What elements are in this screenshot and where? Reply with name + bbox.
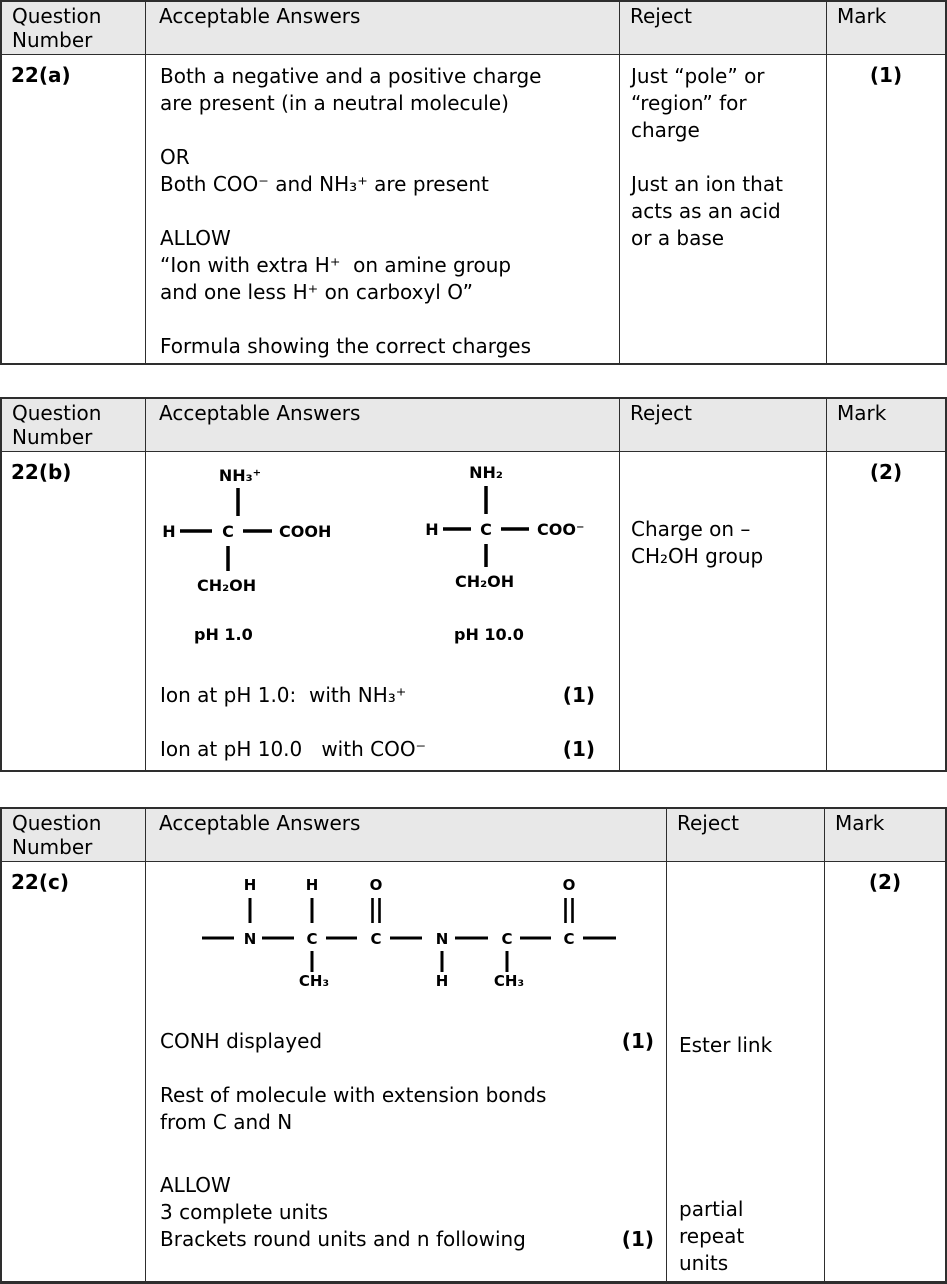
marking-point-text: Ion at pH 1.0: with NH₃⁺ [160, 683, 407, 707]
mark-point-value: (1) [621, 1029, 654, 1053]
answer-line: Both a negative and a positive charge [160, 64, 542, 88]
atom-nh3-plus: NH₃⁺ [218, 466, 262, 485]
mark-point-value: (1) [621, 1227, 654, 1251]
acceptable-answers-header: Acceptable Answers [146, 809, 667, 861]
acceptable-answers-22a [146, 55, 620, 363]
answer-line: Rest of molecule with extension bonds [160, 1083, 547, 1107]
reject-line: Just an ion that [631, 172, 783, 196]
reject-22c [667, 862, 825, 1281]
mark-scheme-table-22c [0, 807, 947, 1284]
atom-c: C [480, 520, 492, 539]
atom-c: C [222, 522, 234, 541]
marking-point-text: Brackets round units and n following [160, 1227, 526, 1251]
atom-h: H [243, 876, 257, 894]
answer-line: ALLOW [160, 226, 231, 250]
atom-n: N [243, 930, 257, 948]
answer-line: are present (in a neutral molecule) [160, 91, 509, 115]
atom-c: C [306, 930, 318, 948]
mark-header: Mark [835, 811, 885, 835]
mark-scheme-table-22a [0, 0, 947, 365]
answer-line: Formula showing the correct charges [160, 334, 531, 358]
answer-line: and one less H⁺ on carboxyl O” [160, 280, 473, 304]
marking-point-row [160, 682, 607, 709]
mark-22c: (2) [868, 870, 902, 894]
group-ch2oh: CH₂OH [197, 576, 257, 595]
group-cooh: COOH [279, 522, 332, 541]
acceptable-answers-header: Acceptable Answers [146, 399, 620, 451]
blank-line [160, 1055, 654, 1082]
atom-h: H [425, 520, 439, 539]
group-ch3: CH₃ [298, 972, 330, 990]
answer-line: OR [160, 145, 190, 169]
blank-line [160, 709, 607, 736]
reject-line: charge [631, 118, 700, 142]
reject-line [631, 144, 818, 171]
atom-c: C [501, 930, 513, 948]
amino-acid-structure-ph1 [160, 460, 332, 650]
table-body-row [2, 452, 945, 770]
acceptable-answers-header: Acceptable Answers [146, 2, 620, 54]
acceptable-answers-22c [146, 862, 667, 1281]
atom-h: H [305, 876, 319, 894]
marking-point-row [160, 1226, 654, 1253]
mark-scheme-table-22b [0, 397, 947, 772]
reject-line: CH₂OH group [631, 544, 764, 568]
reject-22a [620, 55, 827, 363]
question-number-header: Question Number [2, 2, 146, 54]
reject-22b [620, 452, 827, 770]
mark-header: Mark [837, 401, 887, 425]
reject-line: or a base [631, 226, 725, 250]
polypeptide-structure [200, 874, 620, 992]
group-coo-minus: COO⁻ [537, 520, 585, 539]
atom-n: N [435, 930, 449, 948]
question-number-22c: 22(c) [2, 862, 146, 1281]
reject-line: Ester link [679, 1033, 773, 1057]
table-header-row [2, 2, 945, 55]
marking-point-row [160, 736, 607, 763]
marking-point-text: Ion at pH 10.0 with COO⁻ [160, 737, 427, 761]
answer-line: ALLOW [160, 1173, 231, 1197]
reject-line: acts as an acid [631, 199, 781, 223]
atom-c: C [370, 930, 382, 948]
amino-acid-structures [160, 460, 607, 650]
table-header-row [2, 399, 945, 452]
reject-header: Reject [667, 809, 825, 861]
amino-acid-structure-ph10 [424, 460, 602, 650]
atom-c: C [563, 930, 575, 948]
atom-o: O [369, 876, 383, 894]
reject-line: “region” for [631, 91, 747, 115]
atom-h: H [435, 972, 449, 990]
mark-22b: (2) [869, 460, 903, 484]
marking-point-row [160, 1028, 654, 1055]
mark-22a: (1) [869, 63, 903, 87]
question-number-header: Question Number [2, 399, 146, 451]
group-ch3: CH₃ [493, 972, 525, 990]
answer-line [160, 306, 607, 333]
reject-line: partial [679, 1197, 744, 1221]
question-number-22a: 22(a) [2, 55, 146, 363]
reject-header: Reject [620, 399, 827, 451]
atom-nh2: NH₂ [469, 463, 503, 482]
marking-point-text: CONH displayed [160, 1029, 323, 1053]
table-header-row [2, 809, 945, 862]
question-number-22b: 22(b) [2, 452, 146, 770]
reject-line: Just “pole” or [631, 64, 765, 88]
table-body-row [2, 55, 945, 363]
ph-1-caption: pH 1.0 [194, 625, 253, 644]
reject-line: repeat [679, 1224, 745, 1248]
answer-line: from C and N [160, 1110, 293, 1134]
reject-header: Reject [620, 2, 827, 54]
answer-line: “Ion with extra H⁺ on amine group [160, 253, 512, 277]
atom-o: O [562, 876, 576, 894]
answer-line: Both COO⁻ and NH₃⁺ are present [160, 172, 489, 196]
group-ch2oh: CH₂OH [455, 572, 515, 591]
answer-line [160, 117, 607, 144]
table-body-row [2, 862, 945, 1281]
mark-point-value: (1) [562, 683, 595, 707]
reject-line: units [679, 1251, 729, 1275]
ph-10-caption: pH 10.0 [454, 625, 524, 644]
mark-header: Mark [837, 4, 887, 28]
mark-point-value: (1) [562, 737, 595, 761]
polypeptide-structure-wrap [200, 874, 654, 992]
blank-line [160, 1136, 654, 1163]
answer-line [160, 198, 607, 225]
atom-h: H [162, 522, 176, 541]
acceptable-answers-22b [146, 452, 620, 770]
answer-line: 3 complete units [160, 1200, 329, 1224]
reject-line: Charge on – [631, 517, 751, 541]
question-number-header: Question Number [2, 809, 146, 861]
